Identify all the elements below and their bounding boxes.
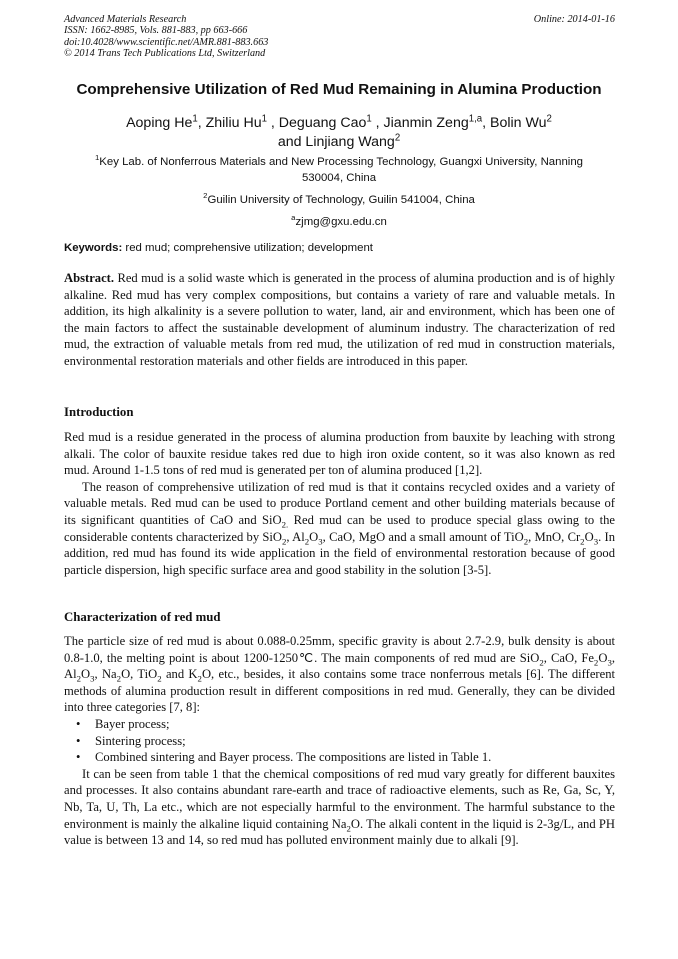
keywords [64,242,615,254]
bullet-icon: • [76,750,81,765]
affiliation-mark: 2 [203,191,208,201]
email-mark: a [291,213,296,223]
corresponding-email[interactable]: $^a$zjmg@gxu.edu.cn [291,213,387,228]
author-affiliation-mark: 1 [261,113,267,125]
doi-line[interactable]: doi:10.4028/www.scientific.net/AMR.881-883.663 [64,36,269,48]
abstract-text: Red mud is a solid waste which is generated in the process of alumina production and is of highly alkaline. Red mud has very complex compositions, but contains a variety of rare and valuable metals. In addition, its high alkalinity is a severe pollution to water, land, air and environment, which has been one of the main factors to affect the sustainable development of aluminum industry. The characterization of red mud, the extraction of valuable metals from red mud, the utilization of red mud in construction materials, environmental restoration materials and other fields are introduced in this paper. [64,271,615,368]
affiliation-1: $^1$Key Lab. of Nonferrous Materials and New Processing Technology, Guangxi University, Nanning 530004, China [94,153,584,184]
affiliation-2: $^2$Guilin University of Technology, Guilin 541004, China [203,191,475,206]
abstract [64,270,615,370]
paper-title: Comprehensive Utilization of Red Mud Remaining in Alumina Production [76,81,602,98]
keywords-text: red mud; comprehensive utilization; development [122,242,373,254]
copyright-line: © 2014 Trans Tech Publications Ltd, Switzerland [64,48,266,60]
bullet-icon: • [76,733,81,748]
author-affiliation-mark: 2 [394,132,401,144]
characterization-body [64,633,615,849]
author-affiliation-mark: 1,a [468,113,483,125]
author-name: , Bolin Wu [482,115,547,131]
section-heading-introduction: Introduction [64,405,134,419]
author-affiliation-mark: 2 [546,113,552,125]
list-item: • Bayer process; [76,716,170,731]
author-affiliation-mark: 1 [366,113,372,125]
process-list [64,716,615,766]
affiliation-mark: 1 [94,153,100,163]
paragraph: It can be seen from table 1 that the chemical compositions of red mud vary greatly for different bauxites and processes. It also contains abundant rare-earth and trace of radioactive elements, such as Re, Ga, Sc, Y, Nb, Ta, U, Th, La etc., which are not especially harmful to the environment. The harmful substance to the environment is mainly the alkaline liquid containing $Na_2O$. The alkali content in the liquid is 2-3g/L, and PH value is between 13 and 14, so red mud has polluted environment mainly due to alkali [9]. [64,766,616,848]
author-name: , Jianmin Zeng [371,115,469,131]
author-name: and Linjiang Wang [277,134,395,150]
issn-line: ISSN: 1662-8985, Vols. 881-883, pp 663-666 [64,25,248,37]
bullet-icon: • [76,716,81,731]
paragraph: Red mud is a residue generated in the process of alumina production from bauxite by leaching with strong alkali. The color of bauxite residue takes red due to high iron oxide content, so it was also known as red mud. Around 1-1.5 tons of red mud is generated per ton of alumina produced [1,2]. [64,430,615,478]
list-item: • Combined sintering and Bayer process. The compositions are listed in Table 1. [76,750,492,765]
author-list [40,114,638,152]
introduction-body [64,429,615,578]
list-item: • Sintering process; [76,733,186,748]
paragraph: The particle size of red mud is about 0.088-0.25mm, specific gravity is about 2.7-2.9, bulk density is about 0.8-1.0, the melting point is about 1200-1250℃. The main components of red mud are SiO$_2$, CaO, $Fe_2O_3$, $Al_2O_3$, $Na_2O$, TiO$_2$ and $K_2O$, etc., besides, it also contains some trace nonferrous metals [6]. The different methods of alumina production result in different compositions in red mud. Generally, they can be divided into three categories [7, 8]: [64,634,616,715]
journal-name: Advanced Materials Research [64,14,187,25]
author-affiliation-mark: 1 [192,113,198,125]
keywords-label: Keywords: [64,242,123,254]
abstract-label: Abstract. [64,271,115,285]
journal-header [64,14,615,60]
author-name: , Zhiliu Hu [197,115,262,131]
online-date: Online: 2014-01-16 [533,14,615,25]
paragraph: The reason of comprehensive utilization of red mud is that it contains recycled oxides and a variety of valuable metals. Red mud can be used to produce Portland cement and other building materials because of its significant quantities of CaO and SiO$_{2.}$ Red mud can be used to produce special glass owing to the considerable contents characterized by SiO$_2$, $Al_2O_3$, CaO, MgO and a small amount of TiO$_2$, MnO, $Cr_2O_3$. In addition, red mud has found its wide application in the field of environmental restoration because of good particle dispersion, high specific surface area and good stability in the solution [3-5]. [64,479,616,577]
section-heading-characterization: Characterization of red mud [64,610,221,624]
author-name: , Deguang Cao [266,115,367,131]
author-name: Aoping He [126,115,193,131]
